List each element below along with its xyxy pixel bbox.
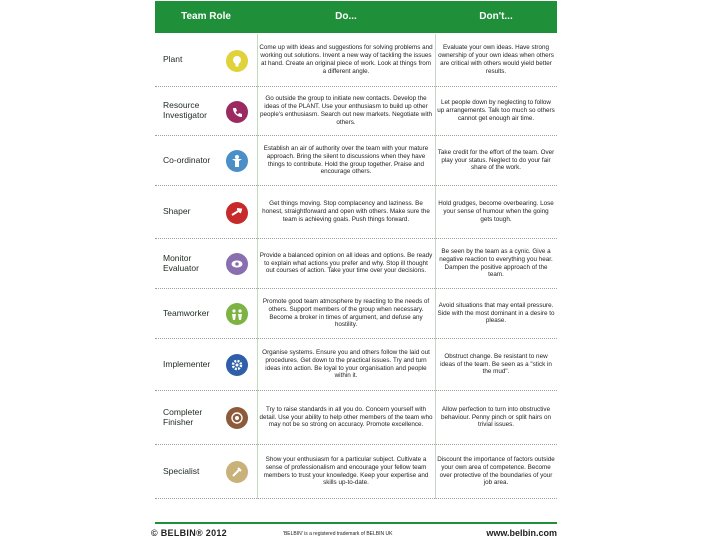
header-dont: Don't... [479,11,513,22]
website-link[interactable]: www.belbin.com [486,528,557,538]
role-name: Completer Finisher [163,406,203,427]
do-text: Organise systems. Ensure you and others follow the laid out procedures. Get down to the practical issues. Try and turn ideas into action. Be loyal to your organisation and people within it. [262,348,430,380]
team-roles-sheet [151,0,557,540]
do-text: Try to raise standards in all you do. Concern yourself with detail. Use your ability to help other members of the team who may not be so strong on accuracy. Promote excellence. [259,405,433,429]
phone-icon [226,101,248,123]
dont-text: Allow perfection to turn into obstructive behaviour. Penny pinch or split hairs on trivial issues. [441,405,551,429]
dont-text: Take credit for the effort of the team. Over play your status. Neglect to do your fair share of the work. [437,148,555,172]
footer [151,522,557,542]
table-row [155,87,557,136]
dont-text: Evaluate your own ideas. Have strong ownership of your own ideas when others are critical with others would yield better results. [438,44,554,75]
header-team-role: Team Role [181,11,231,22]
do-text: Go outside the group to initiate new contacts. Develop the ideas of the PLANT. Use your enthusiasm to build up other people's enthusiasm. Search out new markets. Negotiate with others. [259,95,432,126]
table-row [155,239,557,289]
people-icon [226,303,248,325]
copyright: © BELBIN® 2012 [151,528,227,538]
table-row [155,34,557,87]
role-name: Monitor Evaluator [163,252,199,273]
role-name: Implementer [163,358,211,369]
table-row [155,289,557,339]
table-row [155,136,557,186]
dont-text: Be seen by the team as a cynic. Give a negative reaction to everything you hear. Dampen the positive approach of the team. [439,247,553,279]
tools-icon [226,461,248,483]
do-text: Promote good team atmosphere by reacting to the needs of others. Support members of the group when necessary. Become a broker in times of argument, and defuse any hostility. [262,297,430,329]
role-name: Co-ordinator [163,154,211,165]
trademark-note: 'BELBIN' is a registered trademark of BELBIN UK [283,531,393,537]
role-name: Teamworker [163,307,210,318]
gear-icon [226,354,248,376]
role-name: Resource Investigator [163,100,207,120]
column-divider [435,34,436,499]
table-row [155,339,557,391]
role-name: Specialist [163,465,200,476]
do-text: Get things moving. Stop complacency and laziness. Be honest, straightforward and open with others. Make sure the team is achieving goals. Push things forward. [262,200,430,223]
do-text: Come up with ideas and suggestions for solving problems and working out solutions. Invent a new way of tackling the issues at hand. Create an original piece of work. Look at things from a different angle. [259,44,433,75]
table-row [155,186,557,239]
dont-text: Obstruct change. Be resistant to new ideas of the team. Be seen as a "stick in the mud". [440,352,552,376]
do-text: Provide a balanced opinion on all ideas and options. Be ready to explain what actions you prefer and why. Stop ill thought out courses of action. Take your time over your decisions. [259,251,433,275]
dont-text: Discount the importance of factors outside your own area of competence. Become over protective of the boundaries of your job area. [437,455,555,487]
role-name: Shaper [163,206,191,217]
dont-text: Avoid situations that may entail pressure. Side with the most dominant in a desire to please. [437,301,555,325]
target-icon [226,407,248,429]
dont-text: Hold grudges, become overbearing. Lose your sense of humour when the going gets tough. [438,200,554,223]
column-divider [257,34,258,499]
do-text: Establish an air of authority over the team with your mature approach. Bring the silent to discussions when they have things to contribute. Hold the group together. Praise and encourage others. [263,144,429,176]
header-do: Do... [335,11,357,22]
bulb-icon [226,50,248,72]
table-row [155,445,557,499]
table-header [155,1,557,33]
do-text: Show your enthusiasm for a particular subject. Cultivate a sense of professionalism and encourage your fellow team members to trust your knowledge. Keep your expertise and skills up-to-date. [263,455,429,487]
person-icon [226,150,248,172]
arrows-icon [226,202,248,224]
dont-text: Let people down by neglecting to follow up arrangements. Talk too much so others cannot get enough air time. [437,99,555,122]
eye-icon [226,253,248,275]
table-row [155,391,557,445]
role-name: Plant [163,54,183,65]
